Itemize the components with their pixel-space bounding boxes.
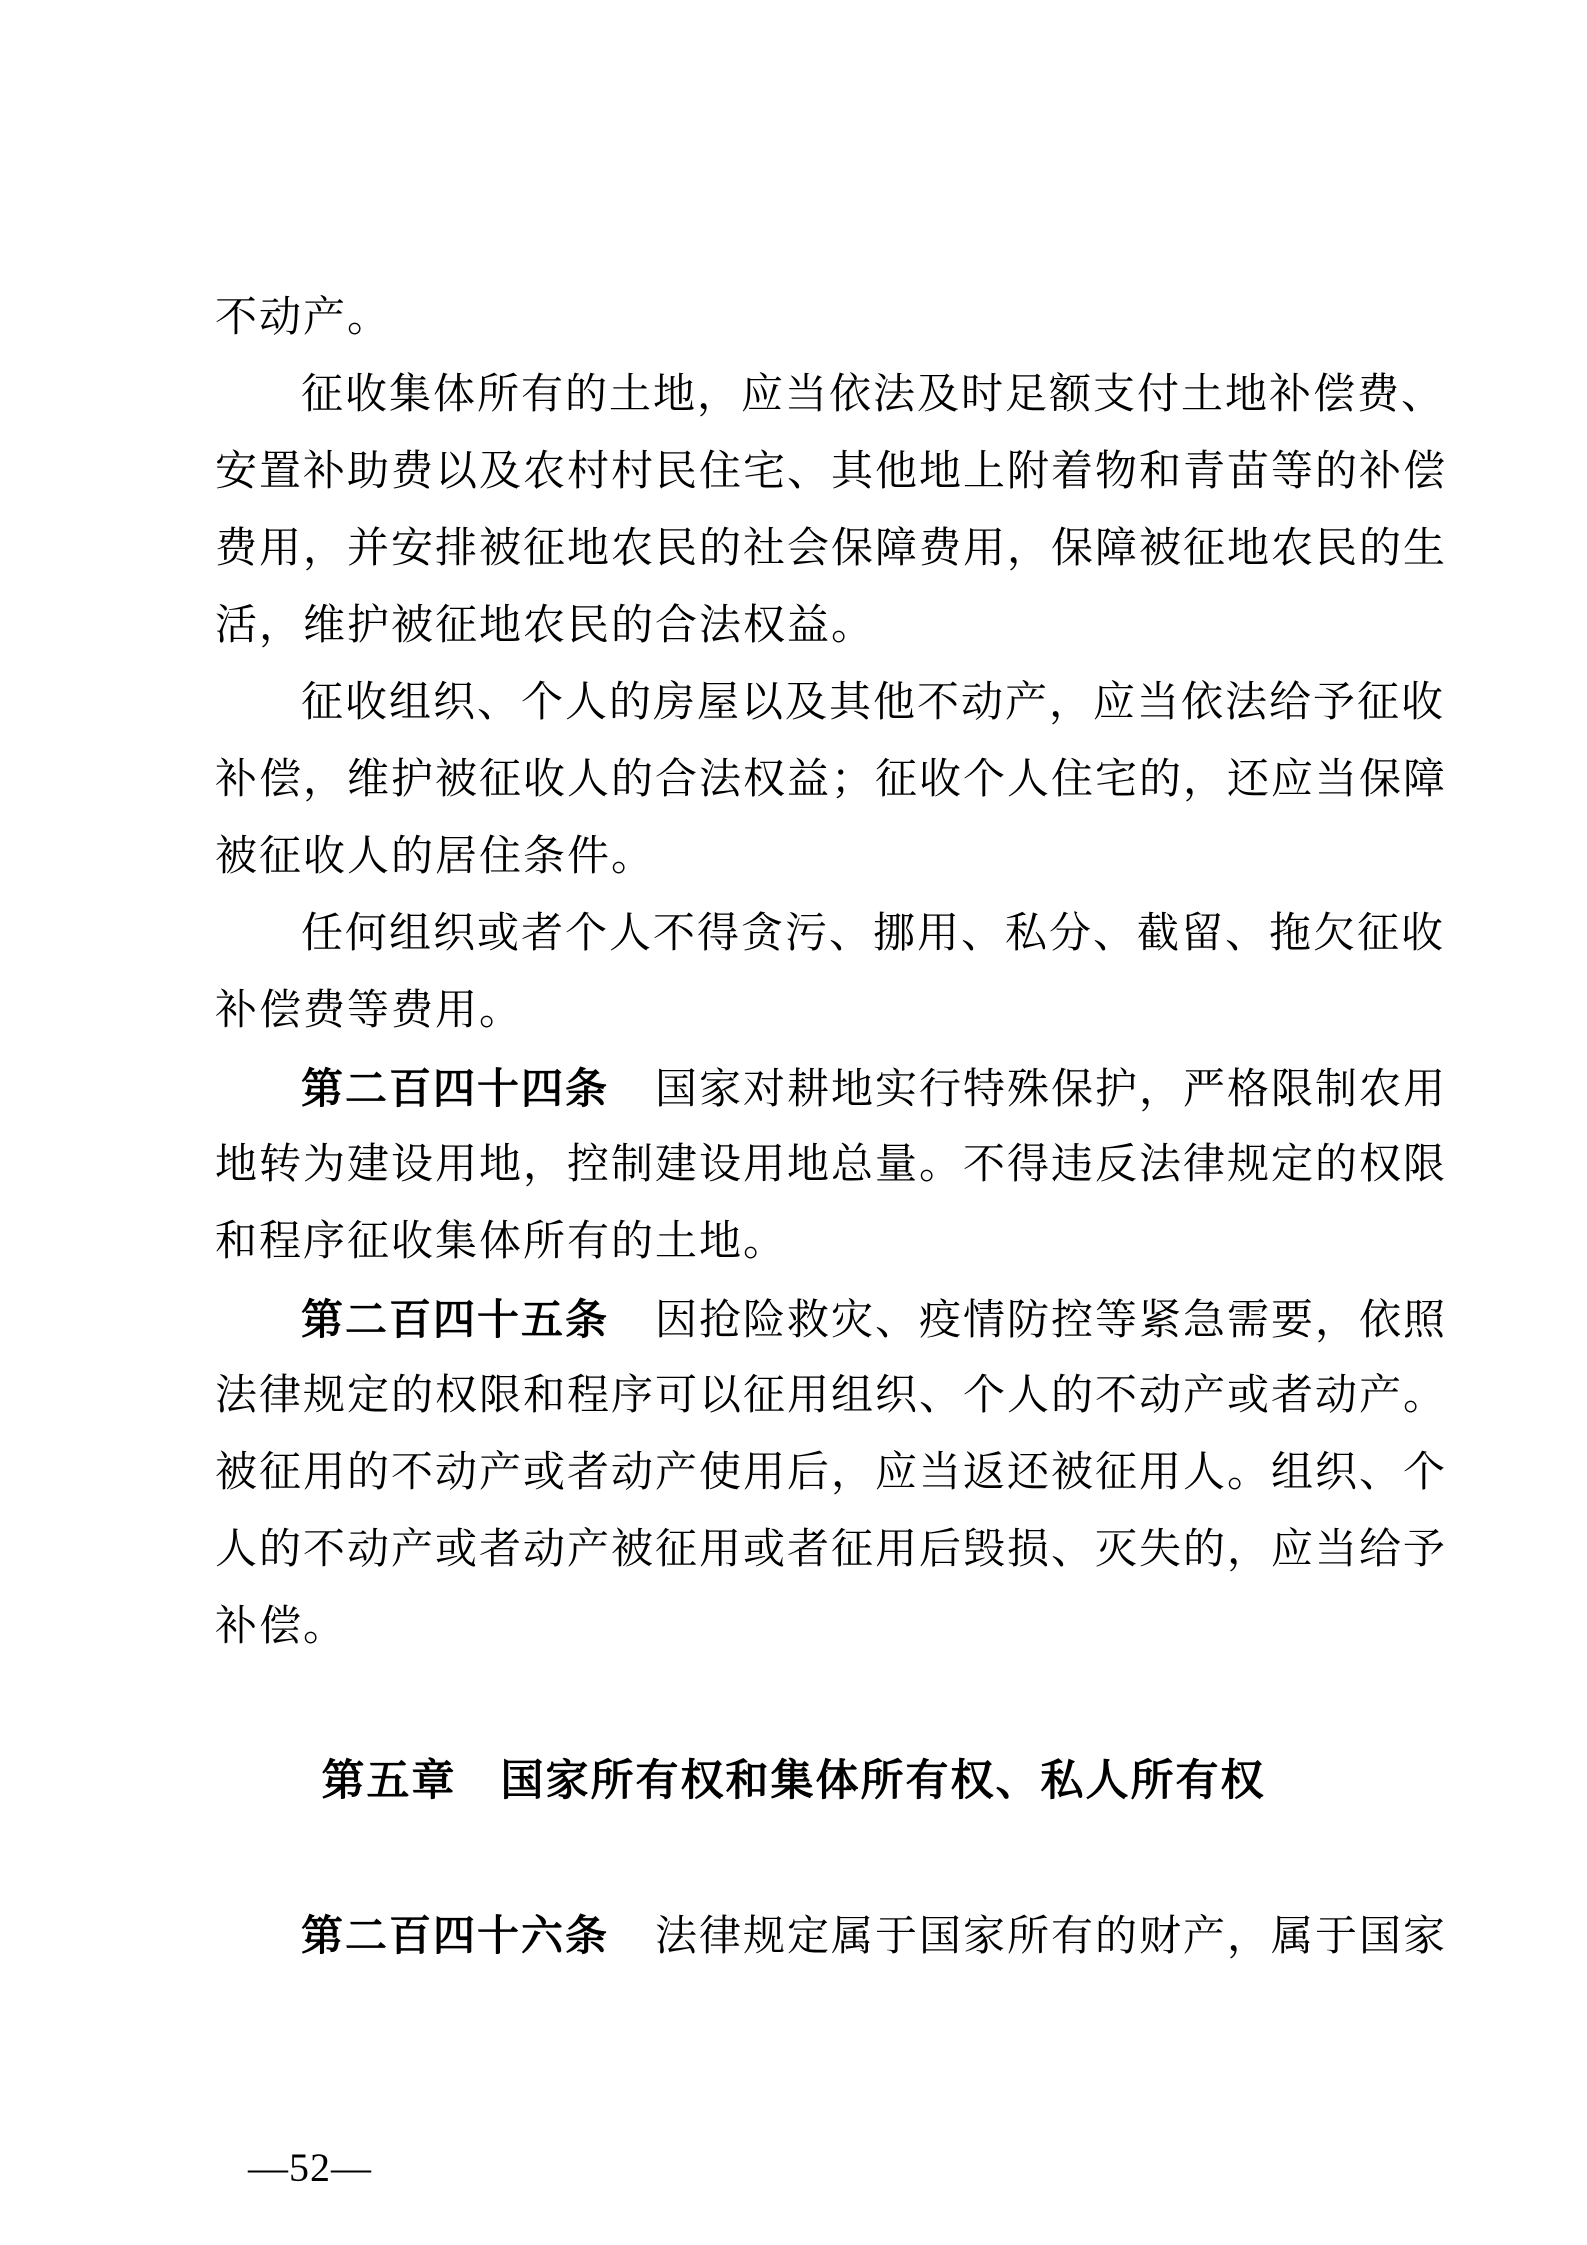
article-number: 第二百四十五条 [301,1296,610,1343]
text-line [215,357,1447,434]
line-text: 法律规定属于国家所有的财产，属于国家 [655,1914,1448,1960]
text-line [215,742,1447,819]
text-line [215,1512,1447,1589]
page-number: —52— [248,2145,372,2190]
line-text: 被征收人的居住条件。 [215,834,656,880]
article-number-gap [609,1102,655,1103]
blank-line [215,1666,1447,1743]
article-number: 第二百四十六条 [301,1912,610,1959]
line-text: 征收集体所有的土地，应当依法及时足额支付土地补偿费、 [301,372,1446,418]
text-line [215,511,1447,588]
line-text: 地转为建设用地，控制建设用地总量。不得违反法律规定的权限 [215,1142,1448,1188]
line-text: 被征用的不动产或者动产使用后，应当返还被征用人。组织、个 [215,1450,1448,1496]
text-line [215,1358,1447,1435]
text-line [215,1127,1447,1204]
line-text: 人的不动产或者动产被征用或者征用后毁损、灭失的，应当给予 [215,1527,1448,1573]
article-number: 第二百四十四条 [301,1065,610,1112]
line-text: 安置补助费以及农村村民住宅、其他地上附着物和青苗等的补偿 [215,449,1448,495]
chapter-heading [0,1743,1587,1820]
line-text: 费用，并安排被征地农民的社会保障费用，保障被征地农民的生 [215,526,1448,572]
text-line [215,280,1447,357]
line-text: 补偿，维护被征收人的合法权益；征收个人住宅的，还应当保障 [215,757,1448,803]
text-line [215,665,1447,742]
text-line [215,1204,1447,1281]
line-text: 活，维护被征地农民的合法权益。 [215,603,876,649]
chapter-heading-gap [457,1794,501,1795]
line-text: 法律规定的权限和程序可以征用组织、个人的不动产或者动产。 [215,1373,1448,1419]
line-text: 不动产。 [215,295,392,341]
article-number-gap [609,1333,655,1334]
text-line [215,819,1447,896]
chapter-number: 第五章 [321,1757,457,1805]
text-line [215,434,1447,511]
text-line [215,896,1447,973]
line-text: 任何组织或者个人不得贪污、挪用、私分、截留、拖欠征收 [301,911,1446,957]
article-number-gap [609,1949,655,1950]
text-line [215,588,1447,665]
text-line [215,1589,1447,1666]
text-line [215,1281,1447,1358]
document-body [215,280,1447,1974]
line-text: 补偿。 [215,1604,348,1650]
line-text: 因抢险救灾、疫情防控等紧急需要，依照 [655,1298,1448,1344]
text-line [215,973,1447,1050]
line-text: 国家对耕地实行特殊保护，严格限制农用 [655,1067,1448,1113]
line-text: 补偿费等费用。 [215,988,524,1034]
text-line [215,1050,1447,1127]
line-text: 和程序征收集体所有的土地。 [215,1219,788,1265]
text-line [215,1897,1447,1974]
text-line [215,1435,1447,1512]
chapter-title: 国家所有权和集体所有权、私人所有权 [500,1757,1266,1805]
line-text: 征收组织、个人的房屋以及其他不动产，应当依法给予征收 [301,680,1446,726]
blank-line [215,1820,1447,1897]
